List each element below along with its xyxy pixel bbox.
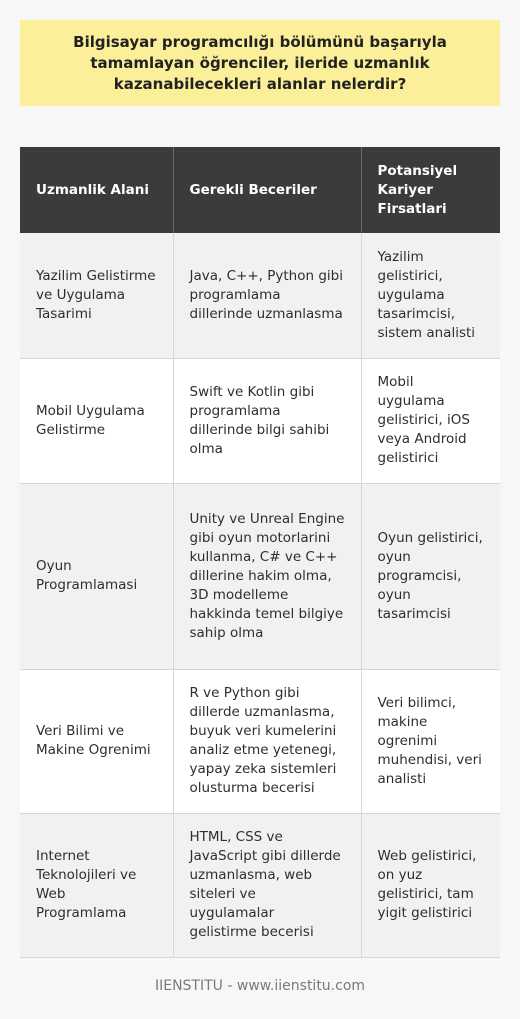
cell-skills: HTML, CSS ve JavaScript gibi dillerde uzmanlasma, web siteleri ve uygulamalar gelistirme becerisi <box>173 813 361 957</box>
specialization-table <box>20 147 500 958</box>
cell-careers: Web gelistirici, on yuz gelistirici, tam yigit gelistirici <box>361 813 500 957</box>
cell-specialization: Mobil Uygulama Gelistirme <box>20 358 173 483</box>
table-row <box>20 233 500 358</box>
table-row <box>20 358 500 483</box>
header-specialization: Uzmanlik Alani <box>20 147 173 233</box>
cell-specialization: Yazilim Gelistirme ve Uygulama Tasarimi <box>20 233 173 358</box>
cell-specialization: Veri Bilimi ve Makine Ogrenimi <box>20 669 173 813</box>
header-skills: Gerekli Beceriler <box>173 147 361 233</box>
cell-careers: Yazilim gelistirici, uygulama tasarimcisi, sistem analisti <box>361 233 500 358</box>
cell-careers: Veri bilimci, makine ogrenimi muhendisi, veri analisti <box>361 669 500 813</box>
table-header-row <box>20 147 500 233</box>
header-careers: Potansiyel Kariyer Firsatlari <box>361 147 500 233</box>
cell-skills: Swift ve Kotlin gibi programlama dillerinde bilgi sahibi olma <box>173 358 361 483</box>
cell-skills: Java, C++, Python gibi programlama dillerinde uzmanlasma <box>173 233 361 358</box>
cell-specialization: Oyun Programlamasi <box>20 483 173 669</box>
cell-specialization: Internet Teknolojileri ve Web Programlama <box>20 813 173 957</box>
table-row <box>20 669 500 813</box>
cell-careers: Oyun gelistirici, oyun programcisi, oyun tasarimcisi <box>361 483 500 669</box>
table-row <box>20 813 500 957</box>
table-row <box>20 483 500 669</box>
cell-careers: Mobil uygulama gelistirici, iOS veya Android gelistirici <box>361 358 500 483</box>
question-banner <box>20 20 500 106</box>
cell-skills: Unity ve Unreal Engine gibi oyun motorlarini kullanma, C# ve C++ dillerine hakim olma, 3D modelleme hakkinda temel bilgiye sahip olma <box>173 483 361 669</box>
footer-credit: IIENSTITU - www.iienstitu.com <box>154 978 366 994</box>
question-text: Bilgisayar programcılığı bölümünü başarıyla tamamlayan öğrenciler, ileride uzmanlık kazanabilecekleri alanlar nelerdir? <box>73 32 447 93</box>
cell-skills: R ve Python gibi dillerde uzmanlasma, buyuk veri kumelerini analiz etme yetenegi, yapay zeka sistemleri olusturma becerisi <box>173 669 361 813</box>
